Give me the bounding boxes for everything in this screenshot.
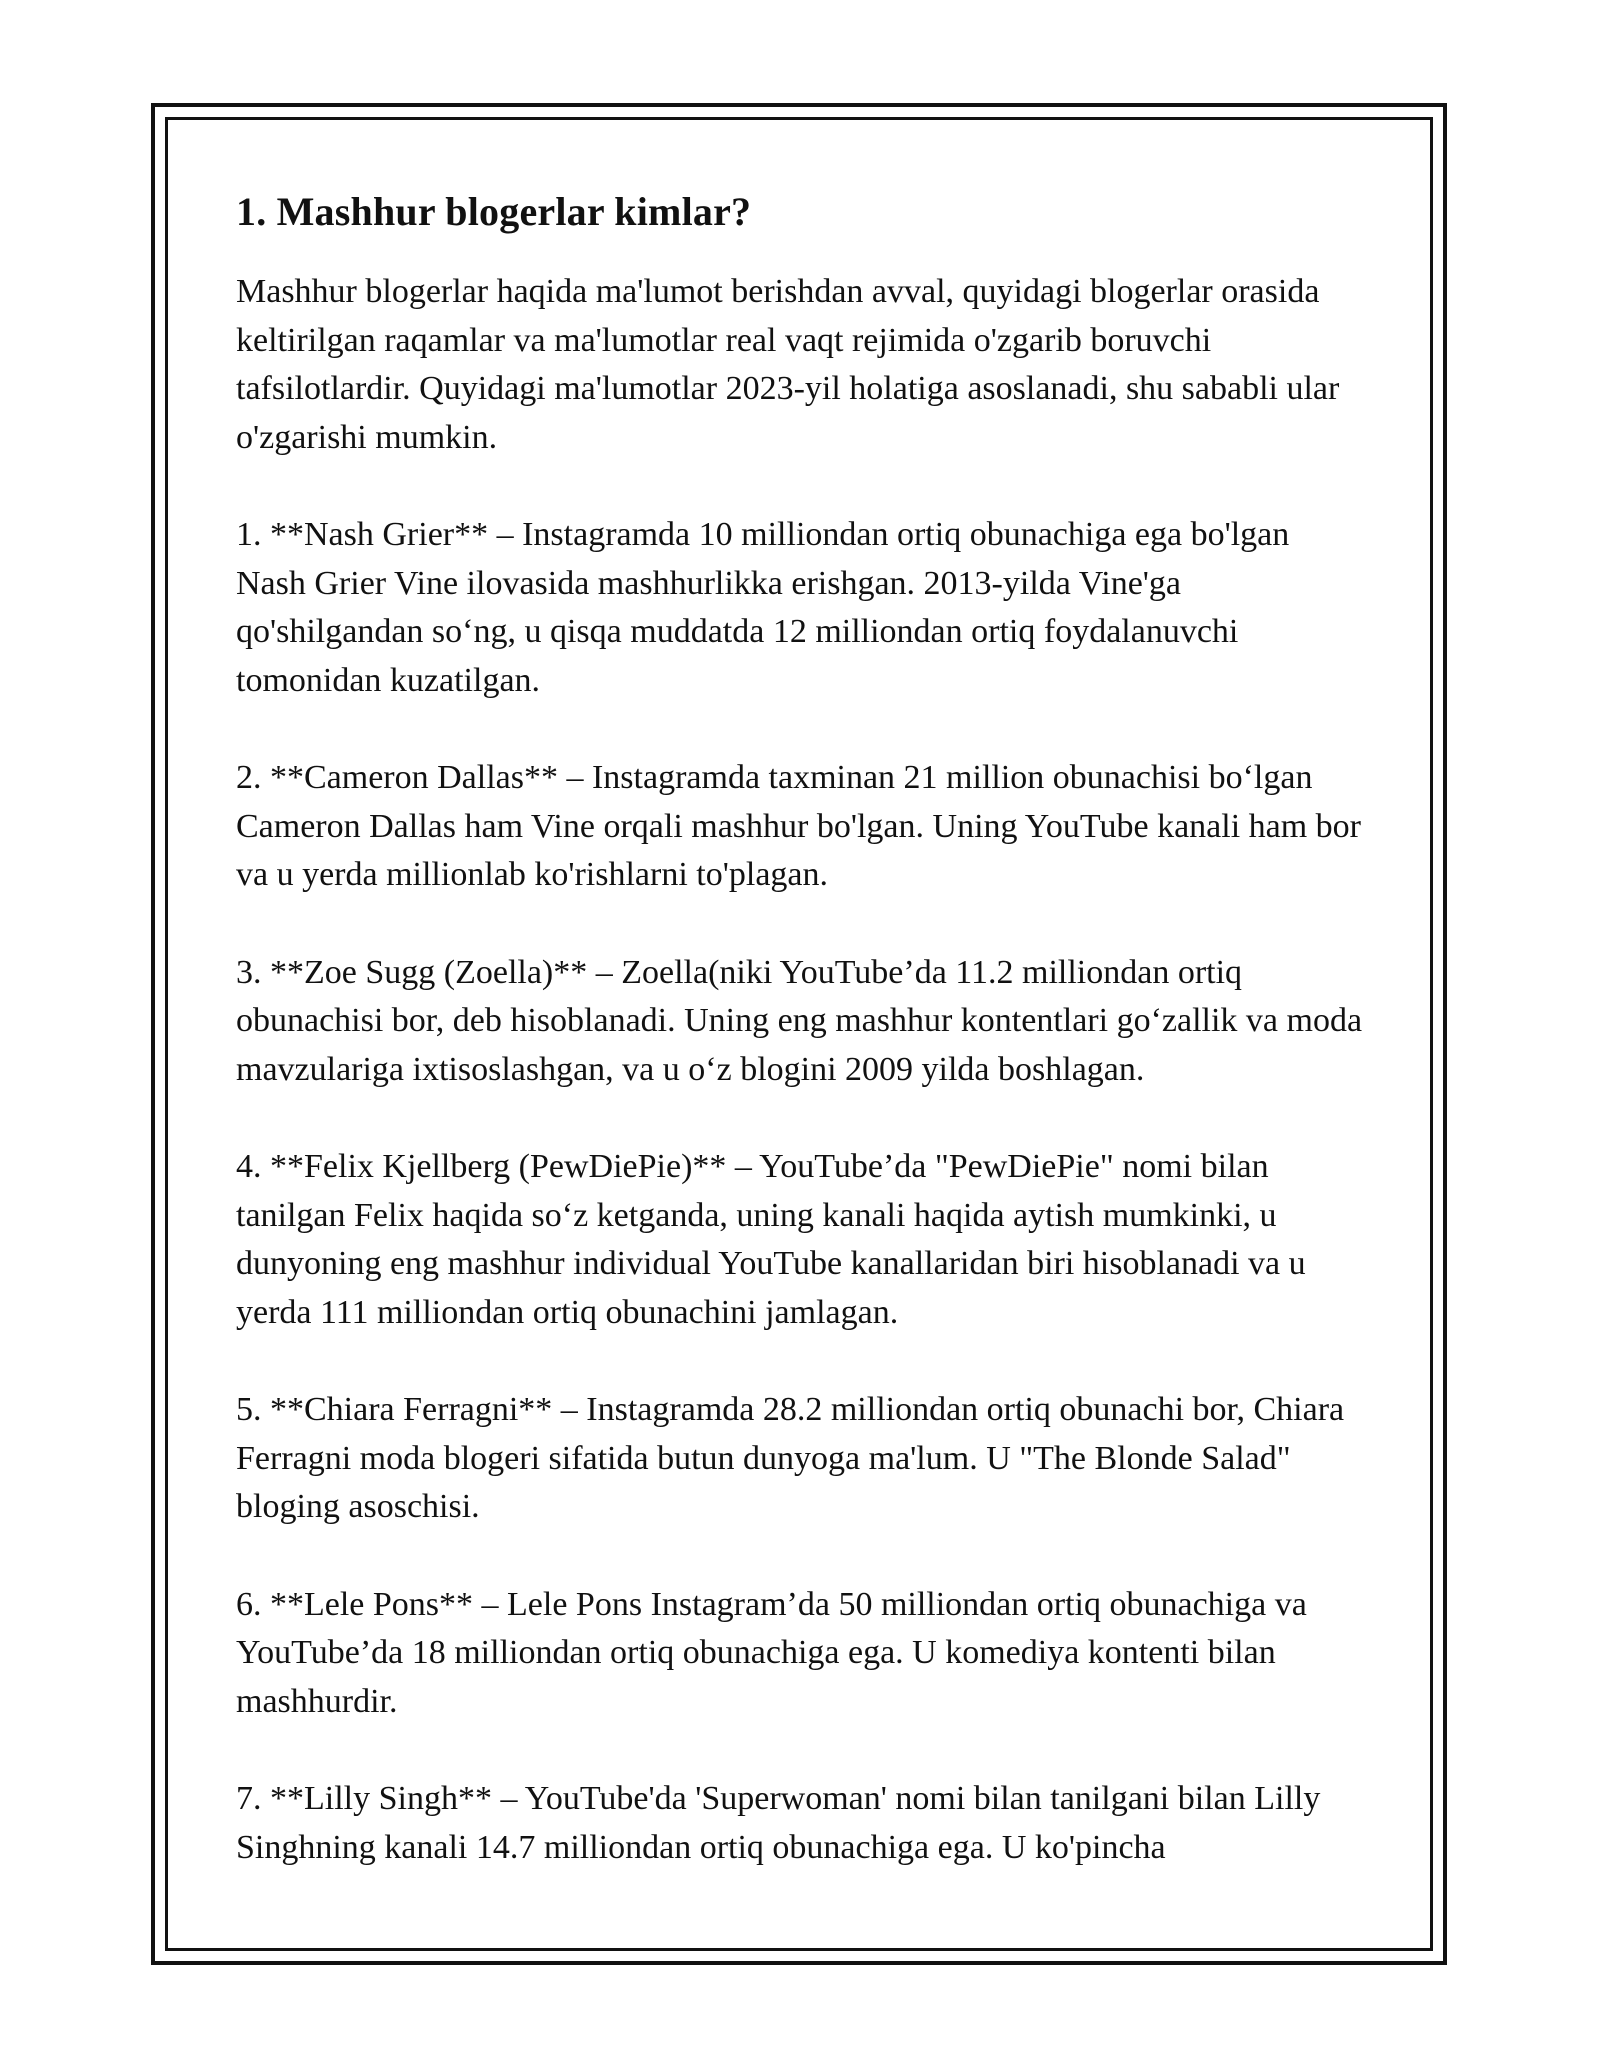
list-item-cameron-dallas: 2. **Cameron Dallas** – Instagramda taxminan 21 million obunachisi bo‘lgan Cameron Dallas ham Vine orqali mashhur bo'lgan. Uning YouTube kanali ham bor va u yerda millionlab ko'rishlarni to'plagan. (236, 759, 1362, 893)
list-item-pewdiepie: 4. **Felix Kjellberg (PewDiePie)** – YouTube’da "PewDiePie" nomi bilan tanilgan Felix haqida so‘z ketganda, uning kanali haqida aytish mumkinki, u dunyoning eng mashhur individual YouTube kanallaridan biri hisoblanadi va u yerda 111 milliondan ortiq obunachini jamlagan. (236, 1148, 1306, 1331)
section-heading: 1. Mashhur blogerlar kimlar? (236, 189, 752, 234)
list-item-zoella: 3. **Zoe Sugg (Zoella)** – Zoella(niki YouTube’da 11.2 milliondan ortiq obunachisi bor, deb hisoblanadi. Uning eng mashhur kontentlari go‘zallik va moda mavzulariga ixtisoslashgan, va u o‘z blogini 2009 yilda boshlagan. (236, 953, 1363, 1088)
intro-paragraph: Mashhur blogerlar haqida ma'lumot berishdan avval, quyidagi blogerlar orasida keltirilgan raqamlar va ma'lumotlar real vaqt rejimida o'zgarib boruvchi tafsilotlardir. Quyidagi ma'lumotlar 2023-yil holatiga asoslanadi, shu sababli ular o'zgarishi mumkin. (236, 273, 1340, 456)
list-item-chiara-ferragni: 5. **Chiara Ferragni** – Instagramda 28.2 milliondan ortiq obunachi bor, Chiara Ferragni moda blogeri sifatida butun dunyoga ma'lum. U "The Blonde Salad" bloging asoschisi. (236, 1391, 1345, 1525)
list-item-lele-pons: 6. **Lele Pons** – Lele Pons Instagram’da 50 milliondan ortiq obunachiga va YouTube’da 18 milliondan ortiq obunachiga ega. U komediya kontenti bilan mashhurdir. (236, 1585, 1307, 1720)
list-item-lilly-singh: 7. **Lilly Singh** – YouTube'da 'Superwoman' nomi bilan tanilgani bilan Lilly Singhning kanali 14.7 milliondan ortiq obunachiga ega. U ko'pincha (236, 1780, 1321, 1866)
document-body (236, 186, 1366, 1921)
list-item-nash-grier: 1. **Nash Grier** – Instagramda 10 milliondan ortiq obunachiga ega bo'lgan Nash Grier Vine ilovasida mashhurlikka erishgan. 2013-yilda Vine'ga qo'shilgandan so‘ng, u qisqa muddatda 12 milliondan ortiq foydalanuvchi tomonidan kuzatilgan. (236, 516, 1290, 699)
